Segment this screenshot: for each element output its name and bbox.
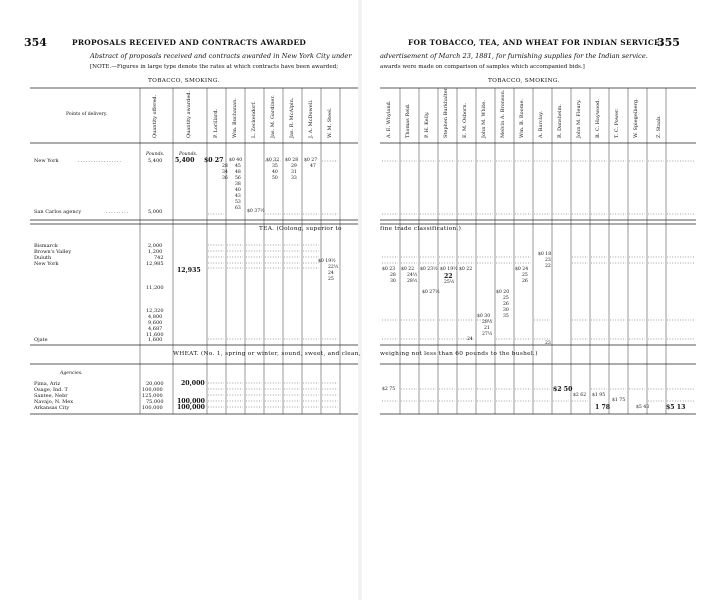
bid-value: 22 — [545, 264, 551, 269]
row-offered: 11,600 — [146, 332, 164, 338]
row-point: Bismarck — [34, 243, 58, 249]
col-header-bidder: J. A. McDowell. — [308, 99, 314, 138]
bid-value: $0 27½ — [422, 290, 440, 295]
row-offered: 75,000 — [146, 399, 164, 405]
col-header-bidder: L. Zeckendorf. — [251, 101, 257, 138]
row-offered: 100,000 — [142, 405, 163, 411]
row-offered: 5,400 — [148, 158, 163, 164]
col-header-qty-offered: Quantity offered. — [152, 94, 158, 138]
bid-value: 21 — [484, 326, 490, 331]
left-note: [NOTE.—Figures in large type denote the rates at which contracts have been awarded; — [90, 64, 339, 70]
row-awarded: 20,000 — [181, 380, 205, 387]
row-offered: 20,000 — [146, 381, 164, 387]
right-section-tobacco: TOBACCO, SMOKING. — [488, 78, 560, 84]
bid-value: 29 — [291, 164, 297, 169]
row-offered: 1,600 — [148, 337, 163, 343]
bid-value: $0 23½ — [420, 267, 438, 272]
row-offered: 100,000 — [142, 387, 163, 393]
row-point: San Carlos agency — [34, 209, 82, 215]
unit-label: Pounds. — [179, 152, 198, 157]
bid-value: 31 — [291, 170, 297, 175]
row-point: Navajo, N. Mex — [34, 399, 74, 405]
bid-value: $1 75 — [612, 398, 626, 403]
bid-value: 25½ — [444, 280, 455, 285]
left-subtitle: Abstract of proposals received and contracts awarded in New York City under — [90, 52, 352, 60]
bid-value: 63 — [235, 206, 241, 211]
bid-value: 33 — [291, 176, 297, 181]
col-header-qty-awarded: Quantity awarded. — [186, 90, 192, 138]
right-subtitle: advertisement of March 23, 1881, for furnishing supplies for the Indian service. — [380, 52, 648, 60]
bid-value: 45 — [235, 164, 241, 169]
bid-value: $0 23 — [382, 267, 396, 272]
bid-value: 28 — [390, 273, 396, 278]
bid-value: 34 — [222, 170, 228, 175]
bid-value: 48 — [235, 170, 241, 175]
row-awarded: 5,400 — [175, 157, 195, 164]
row-awarded: 100,000 — [177, 404, 205, 411]
bid-value: $0 30 — [477, 314, 491, 319]
col-header-bidder: Thomas Reid. — [405, 103, 411, 138]
left-section-wheat: WHEAT. (No. 1, spring or winter, sound, sweet, and clean, — [173, 351, 361, 357]
bid-value: $0 19½ — [318, 259, 336, 264]
row-point: Ojate — [34, 337, 48, 343]
bid-value: 26 — [503, 302, 509, 307]
bid-value: 43 — [235, 194, 241, 199]
right-page — [360, 0, 715, 600]
row-offered: 12,320 — [146, 308, 164, 314]
bid-value: 38 — [235, 182, 241, 187]
bid-value: $0 22 — [401, 267, 415, 272]
bid-value: 25 — [522, 273, 528, 278]
award-rate: 22 — [444, 273, 453, 280]
row-point: Arkansas City — [34, 405, 70, 411]
bid-value: $0 32 — [266, 158, 280, 163]
right-note: awards were made on comparison of samples which accompanied bids.] — [380, 64, 585, 70]
bid-value: $0 40 — [229, 158, 243, 163]
row-point: New York — [34, 261, 59, 267]
col-header-bidder: John M. White. — [481, 100, 487, 138]
row-offered: 4,800 — [148, 314, 163, 320]
left-page-number: 354 — [24, 36, 47, 49]
row-point: Osage, Ind. T — [34, 387, 68, 393]
bid-value: 50 — [272, 176, 278, 181]
col-header-bidder: Melvin A. Bronson. — [500, 89, 506, 138]
wheat-note: weighing not less than 60 pounds to the bushel.) — [380, 351, 538, 357]
bid-value: 24 — [467, 337, 473, 342]
bid-value: 28½ — [482, 320, 493, 325]
row-offered: 125,000 — [142, 393, 163, 399]
award-rate: $2 50 — [553, 386, 573, 393]
bid-value: 36 — [222, 176, 228, 181]
bid-value: 40 — [235, 188, 241, 193]
bid-value: 47 — [310, 164, 316, 169]
left-section-tobacco: TOBACCO, SMOKING. — [148, 78, 220, 84]
bid-value: 53 — [235, 200, 241, 205]
col-header-bidder: Stephen Burkhalter. — [443, 86, 449, 138]
bid-value: $2 75 — [382, 387, 396, 392]
row-awarded: 100,000 — [177, 398, 205, 405]
row-offered: 2,000 — [148, 243, 163, 249]
col-header-bidder: Wm. Buchanan. — [232, 98, 238, 138]
row-point: Santee, Nebr — [34, 393, 68, 399]
row-awarded: 12,935 — [177, 267, 201, 274]
bid-value: $0 24 — [515, 267, 529, 272]
bid-value: 35 — [272, 164, 278, 169]
award-rate: 1 78 — [595, 404, 611, 411]
bid-value: 27½ — [482, 332, 493, 337]
right-running-header: FOR TOBACCO, TEA, AND WHEAT FOR INDIAN SERVICE. — [408, 38, 663, 47]
row-offered: 9,600 — [148, 320, 163, 326]
row-point: New York — [34, 158, 59, 164]
bid-value: 23 — [545, 341, 551, 346]
bid-value: $0 19½ — [440, 267, 458, 272]
col-header-bidder: P. Lorillard. — [213, 108, 219, 138]
bid-value: $0 22 — [459, 267, 473, 272]
col-header-bidder: A. Barclay. — [538, 111, 544, 138]
bid-value: 25 — [328, 277, 334, 282]
award-rate: $0 27 — [204, 157, 224, 164]
row-offered: 1,200 — [148, 249, 163, 255]
bid-value: 24 — [328, 271, 334, 276]
col-header-bidder: Z. Staab. — [656, 115, 662, 138]
col-header-points: Points of delivery. — [66, 112, 108, 117]
row-offered: 5,000 — [148, 209, 163, 215]
bid-value: $1 95 — [592, 393, 606, 398]
col-header-bidder: R. Dansheim. — [557, 104, 563, 138]
tea-classification: fine trade classification.) — [380, 226, 462, 232]
bid-value: $0 18 — [538, 252, 552, 257]
award-rate: $5 13 — [666, 404, 686, 411]
bid-value: 30 — [503, 308, 509, 313]
col-header-bidder: B. C. Haywood. — [595, 99, 601, 138]
bid-value: $5 43 — [636, 405, 650, 410]
left-section-tea: TEA. (Oolong, superior to — [259, 226, 342, 232]
bid-value: 26 — [522, 279, 528, 284]
bid-value: 30 — [390, 279, 396, 284]
bid-value: 25 — [503, 296, 509, 301]
bid-value: $2 62 — [573, 393, 587, 398]
row-offered: 4,687 — [148, 326, 163, 332]
leader-dots: ......... — [106, 209, 130, 215]
bid-value: 56 — [235, 176, 241, 181]
col-header-bidder: W. M. Steel. — [327, 107, 333, 138]
col-header-bidder: W. Spiegelberg. — [633, 98, 639, 138]
right-page-number: 355 — [657, 36, 680, 49]
bid-value: $0 27 — [304, 158, 318, 163]
right-table-rules — [360, 0, 715, 600]
bid-value: $0 20 — [496, 290, 510, 295]
bid-value: 22½ — [328, 265, 339, 270]
col-header-bidder: Jas. M. Gardiner. — [270, 95, 276, 138]
agencies-label: Agencies. — [60, 371, 83, 376]
leader-dots: ................. — [78, 158, 123, 164]
col-header-bidder: E. M. Osborn. — [462, 102, 468, 138]
row-point: Pima, Ariz — [34, 381, 61, 387]
bid-value: 40 — [272, 170, 278, 175]
bid-value: 23 — [545, 258, 551, 263]
bid-value: $0 37½ — [247, 209, 265, 214]
bid-value: $0 28 — [285, 158, 299, 163]
bid-value: 28 — [222, 164, 228, 169]
col-header-bidder: Jas. R. McAlpin. — [289, 97, 295, 138]
bid-value: 35 — [503, 314, 509, 319]
col-header-bidder: John M. Fleury. — [576, 99, 582, 138]
col-header-bidder: Wm. B. Roome. — [519, 99, 525, 138]
bid-value: 28½ — [407, 279, 418, 284]
col-header-bidder: T. C. Power. — [614, 108, 620, 138]
col-header-bidder: A. E. Whyland. — [386, 100, 392, 138]
left-running-header: PROPOSALS RECEIVED AND CONTRACTS AWARDED — [72, 38, 307, 47]
row-offered: 12,985 — [146, 261, 164, 267]
row-offered: 742 — [154, 255, 164, 261]
bid-value: 24½ — [407, 273, 418, 278]
row-point: Brown's Valley — [34, 249, 72, 255]
col-header-bidder: P. H. Kelly. — [424, 111, 430, 138]
row-point: Duluth — [34, 255, 52, 261]
row-offered: 11,200 — [146, 285, 164, 291]
unit-label: Pounds. — [146, 152, 165, 157]
